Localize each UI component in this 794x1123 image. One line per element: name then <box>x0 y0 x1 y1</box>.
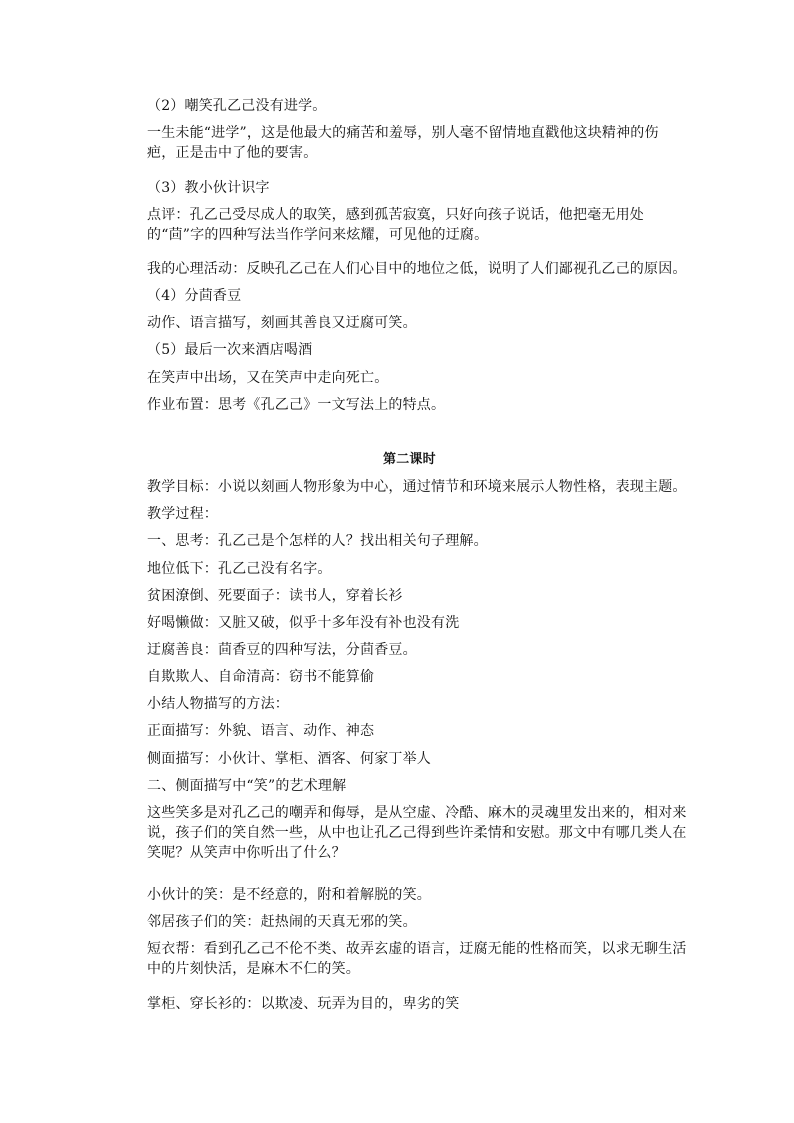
paragraph-laugh-analysis-text: 这些笑多是对孔乙己的嘲弄和侮辱，是从空虚、冷酷、麻木的灵魂里发出来的，相对来说，孩子们的笑自然一些，从中也让孔乙己得到些许柔情和安慰。那文中有哪几类人在笑呢？从笑声中你听出了什么？ <box>147 805 687 861</box>
paragraph-self-deception: 自欺欺人、自命清高：窃书不能算偷 <box>147 669 375 685</box>
paragraph-teaching-process: 教学过程： <box>147 506 218 522</box>
paragraph-comment <box>147 205 687 245</box>
paragraph-jinxue-explanation <box>147 123 687 163</box>
paragraph-laughter: 在笑声中出场，又在笑声中走向死亡。 <box>147 370 389 386</box>
paragraph-waiter-laugh: 小伙计的笑：是不经意的，附和着解脱的笑。 <box>147 887 431 903</box>
paragraph-item-4: （4）分茴香豆 <box>147 288 242 304</box>
paragraph-teaching-goal: 教学目标：小说以刻画人物形象为中心，通过情节和环境来展示人物性格，表现主题。 <box>147 479 687 495</box>
paragraph-comment-text: 点评：孔乙己受尽成人的取笑，感到孤苦寂寞，只好向孩子说话，他把毫无用处的“茴”字的四种写法当作学问来炫耀，可见他的迂腐。 <box>147 207 644 243</box>
paragraph-psychology: 我的心理活动：反映孔乙己在人们心目中的地位之低，说明了人们鄙视孔乙己的原因。 <box>147 261 687 277</box>
paragraph-action-description: 动作、语言描写，刻画其善良又迂腐可笑。 <box>147 315 417 331</box>
paragraph-laugh-analysis <box>147 803 687 863</box>
paragraph-indirect-description: 侧面描写：小伙计、掌柜、酒客、何家丁举人 <box>147 751 431 767</box>
paragraph-summary: 小结人物描写的方法： <box>147 696 289 712</box>
paragraph-poverty: 贫困潦倒、死要面子：读书人，穿着长衫 <box>147 588 403 604</box>
paragraph-jinxue-text: 一生未能“进学”，这是他最大的痛苦和羞辱，别人毫不留情地直戳他这块精神的伤疤，正是击中了他的要害。 <box>147 125 659 161</box>
paragraph-lazy: 好喝懒做：又脏又破，似乎十多年没有补也没有洗 <box>147 615 460 631</box>
paragraph-short-coat <box>147 939 687 979</box>
paragraph-item-3: （3）教小伙计识字 <box>147 180 270 196</box>
paragraph-direct-description: 正面描写：外貌、语言、动作、神态 <box>147 723 375 739</box>
paragraph-item-2: （2）嘲笑孔乙己没有进学。 <box>147 98 327 114</box>
paragraph-short-coat-text: 短衣帮：看到孔乙己不伦不类、故弄玄虚的语言，迂腐无能的性格而笑，以求无聊生活中的片刻快活，是麻木不仁的笑。 <box>147 941 687 977</box>
paragraph-children-laugh: 邻居孩子们的笑：赶热闹的天真无邪的笑。 <box>147 914 417 930</box>
paragraph-homework: 作业布置：思考《孔乙己》一文写法上的特点。 <box>147 397 446 413</box>
paragraph-think: 一、思考：孔乙己是个怎样的人？找出相关句子理解。 <box>147 533 488 549</box>
paragraph-laugh-art: 二、侧面描写中“笑”的艺术理解 <box>147 778 347 794</box>
paragraph-shopkeeper: 掌柜、穿长衫的：以欺凌、玩弄为目的，卑劣的笑 <box>147 996 460 1012</box>
section-title: 第二课时 <box>383 452 436 467</box>
paragraph-item-5: （5）最后一次来酒店喝酒 <box>147 342 313 358</box>
paragraph-low-status: 地位低下：孔乙己没有名字。 <box>147 561 332 577</box>
paragraph-pedantic-kind: 迂腐善良：茴香豆的四种写法，分茴香豆。 <box>147 642 417 658</box>
